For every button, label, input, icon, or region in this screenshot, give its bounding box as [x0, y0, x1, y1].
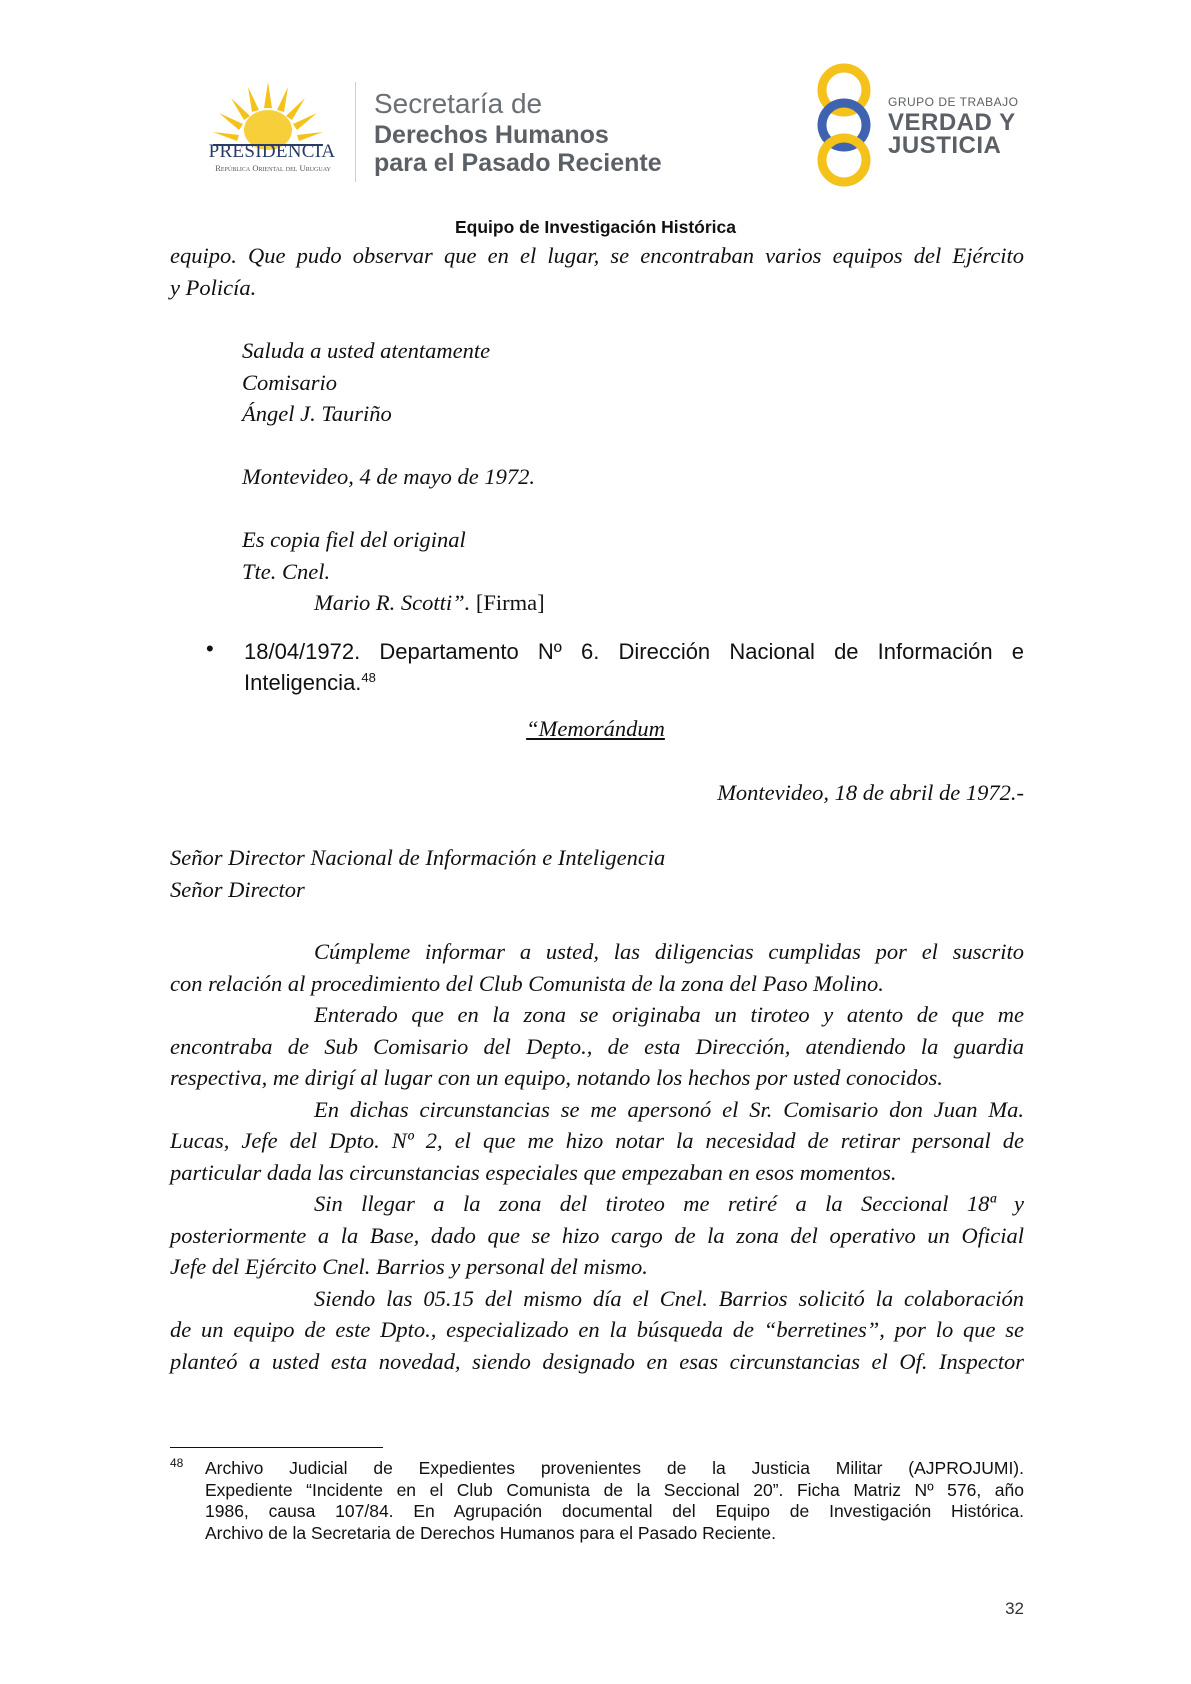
- paragraph-line: particular dada las circunstancias especiales que empezaban en esos momentos.: [170, 1159, 897, 1185]
- secretaria-line-2: Derechos Humanos: [374, 121, 609, 149]
- paragraph-line: Sin llegar a la zona del tiroteo me retiré a la Seccional 18ª y: [314, 1191, 1024, 1216]
- signature-line: Comisario: [242, 369, 338, 395]
- team-title: Equipo de Investigación Histórica: [454, 217, 737, 237]
- paragraph: [170, 1188, 1024, 1283]
- bullet-line-2: Inteligencia.: [244, 670, 362, 695]
- grupo-line-1: GRUPO DE TRABAJO: [888, 95, 1019, 109]
- copy-line: Tte. Cnel.: [242, 558, 331, 584]
- paragraph-line: posteriormente a la Base, dado que se hizo cargo de la zona del operativo un Oficial: [170, 1222, 1024, 1248]
- intro-line: y Policía.: [170, 274, 257, 300]
- copy-line: Es copia fiel del original: [242, 527, 466, 552]
- addressee-block: [170, 842, 1024, 905]
- paragraph-line: con relación al procedimiento del Club Comunista de la zona del Paso Molino.: [170, 970, 884, 996]
- memo-title: “Memorándum: [526, 716, 665, 741]
- footnote-line: Archivo Judicial de Expedientes provenientes de la Justicia Militar (AJPROJUMI).: [205, 1458, 1024, 1478]
- copy-signer-name: Mario R. Scotti”.: [314, 590, 471, 615]
- signature-line: Saluda a usted atentamente: [242, 338, 491, 363]
- footnote-number: 48: [170, 1456, 184, 1470]
- bullet-line-1: 18/04/1972. Departamento Nº 6. Dirección Nacional de Información e: [244, 639, 1024, 664]
- copy-signer: [242, 587, 545, 619]
- footnote-text: [205, 1458, 1024, 1544]
- presidencia-subtitle: República Oriental del Uruguay: [215, 163, 331, 173]
- verdad-justicia-rings-icon: [810, 60, 878, 190]
- bullet-icon: •: [206, 636, 214, 661]
- footnote-line: 1986, causa 107/84. En Agrupación documental del Equipo de Investigación Histórica.: [205, 1501, 1024, 1521]
- sun-emblem-icon: [193, 80, 343, 150]
- paragraph-line: Cúmpleme informar a usted, las diligencias cumplidas por el suscrito: [314, 939, 1024, 964]
- header-divider: [355, 82, 356, 182]
- paragraph: [170, 936, 1024, 999]
- paragraph-line: planteó a usted esta novedad, siendo designado en esas circunstancias el Of. Inspector: [170, 1348, 1024, 1374]
- bullet-entry: [244, 636, 1024, 698]
- paragraph-line: respectiva, me dirigí al lugar con un equipo, notando los hechos por usted conocidos.: [170, 1065, 943, 1090]
- paragraph-line: Jefe del Ejército Cnel. Barrios y personal del mismo.: [170, 1254, 648, 1279]
- secretaria-line-1: Secretaría de: [374, 88, 543, 119]
- grupo-line-3: JUSTICIA: [888, 132, 1002, 159]
- signature-line: Ángel J. Tauriño: [242, 401, 392, 426]
- date-line-1: Montevideo, 4 de mayo de 1972.: [242, 464, 536, 489]
- footnote-ref[interactable]: 48: [361, 670, 376, 685]
- intro-line: equipo. Que pudo observar que en el lugar, se encontraban varios equipos del Ejército: [170, 243, 1024, 268]
- copy-block: [242, 524, 545, 619]
- paragraph: [170, 1283, 1024, 1378]
- paragraph-line: Siendo las 05.15 del mismo día el Cnel. Barrios solicitó la colaboración: [314, 1285, 1024, 1311]
- paragraph-line: Enterado que en la zona se originaba un tiroteo y atento de que me: [314, 1002, 1024, 1027]
- footnote-line: Archivo de la Secretaria de Derechos Humanos para el Pasado Reciente.: [205, 1522, 777, 1543]
- footnote-separator: [170, 1447, 383, 1448]
- footnote-line: Expediente “Incidente en el Club Comunista de la Seccional 20”. Ficha Matriz Nº 576, año: [205, 1479, 1024, 1500]
- addressee-line: Señor Director Nacional de Información e Inteligencia: [170, 845, 666, 870]
- grupo-line-2: VERDAD Y: [888, 109, 1016, 136]
- paragraph-line: Lucas, Jefe del Dpto. Nº 2, el que me hizo notar la necesidad de retirar personal de: [170, 1128, 1024, 1153]
- paragraph: [170, 1094, 1024, 1189]
- paragraph-line: de un equipo de este Dpto., especializado en la búsqueda de “berretines”, por lo que se: [170, 1317, 1024, 1342]
- memo-body: [170, 936, 1024, 1377]
- presidencia-title: PRESIDENCIA: [208, 141, 336, 162]
- page-number: 32: [1005, 1599, 1024, 1618]
- date-line-2: Montevideo, 18 de abril de 1972.-: [717, 780, 1024, 805]
- intro-text: [170, 240, 1024, 303]
- signature-block: [242, 335, 490, 430]
- addressee-line: Señor Director: [170, 876, 305, 902]
- firma-label: [Firma]: [470, 590, 545, 615]
- paragraph: [170, 999, 1024, 1094]
- secretaria-line-3: para el Pasado Reciente: [374, 149, 662, 177]
- paragraph-line: En dichas circunstancias se me apersonó el Sr. Comisario don Juan Ma.: [314, 1096, 1024, 1122]
- paragraph-line: encontraba de Sub Comisario del Depto., de esta Dirección, atendiendo la guardia: [170, 1033, 1024, 1059]
